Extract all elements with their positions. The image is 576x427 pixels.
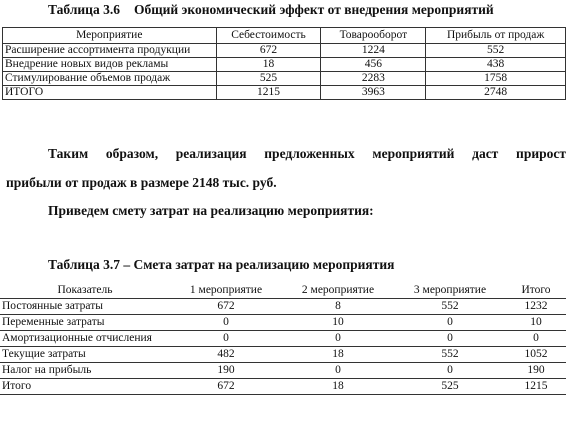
table-cell: Налог на прибыль: [0, 363, 170, 379]
table1-title: Общий экономический эффект от внедрения мероприятий: [133, 2, 494, 17]
table-cell: Стимулирование объемов продаж: [3, 72, 217, 86]
table-cell: 2748: [426, 86, 566, 100]
table-cell: 1215: [506, 379, 566, 395]
table-cell: 672: [216, 44, 321, 58]
table-cell: 3963: [321, 86, 426, 100]
table-cell: 190: [170, 363, 282, 379]
table2-header-cell: 1 мероприятие: [170, 283, 282, 299]
table-cell: 0: [170, 315, 282, 331]
table-cell: 18: [216, 58, 321, 72]
table-cell: 10: [282, 315, 394, 331]
table-cell: 18: [282, 347, 394, 363]
table-cell: 552: [426, 44, 566, 58]
table1-header-row: [3, 28, 566, 44]
table-cell: 1758: [426, 72, 566, 86]
table-cell: ИТОГО: [3, 86, 217, 100]
table-cell: 18: [282, 379, 394, 395]
table-cell: Амортизационные отчисления: [0, 331, 170, 347]
table-cell: Переменные затраты: [0, 315, 170, 331]
table-cell: 190: [506, 363, 566, 379]
economic-effect-table: [2, 27, 566, 100]
table-cell: 482: [170, 347, 282, 363]
table-row: [0, 299, 566, 315]
table-cell: 1215: [216, 86, 321, 100]
table2-header-cell: Показатель: [0, 283, 170, 299]
table1-number: Таблица 3.6: [48, 2, 120, 17]
table-row: [0, 379, 566, 395]
table1-header-cell: Прибыль от продаж: [426, 28, 566, 44]
table-cell: 552: [394, 347, 506, 363]
table2-header-cell: 3 мероприятие: [394, 283, 506, 299]
table-cell: 8: [282, 299, 394, 315]
table-row: [0, 315, 566, 331]
table-row: [0, 363, 566, 379]
table-cell: 552: [394, 299, 506, 315]
table1-header-cell: Товарооборот: [321, 28, 426, 44]
table1-caption: [48, 2, 494, 18]
paragraph: Приведем смету затрат на реализацию мероприятия:: [48, 203, 374, 218]
table-row: [3, 58, 566, 72]
table-cell: 672: [170, 379, 282, 395]
table-cell: 0: [394, 363, 506, 379]
table-cell: Внедрение новых видов рекламы: [3, 58, 217, 72]
table2-header-cell: 2 мероприятие: [282, 283, 394, 299]
table-cell: 672: [170, 299, 282, 315]
table-row: [3, 44, 566, 58]
table-row: [3, 86, 566, 100]
table-cell: 1224: [321, 44, 426, 58]
table1-header-cell: Себестоимость: [216, 28, 321, 44]
table-row: [0, 331, 566, 347]
paragraph-line: Таким образом, реализация предложенных мероприятий даст прирост: [48, 146, 566, 161]
table2-header-row: [0, 283, 566, 299]
table-cell: 525: [216, 72, 321, 86]
table-cell: 0: [506, 331, 566, 347]
table-cell: 1052: [506, 347, 566, 363]
table-cell: 0: [394, 315, 506, 331]
paragraph-line: прибыли от продаж в размере 2148 тыс. руб.: [6, 175, 277, 190]
table-row: [3, 72, 566, 86]
table-cell: 0: [170, 331, 282, 347]
table-cell: 2283: [321, 72, 426, 86]
table2-header-cell: Итого: [506, 283, 566, 299]
table-cell: 438: [426, 58, 566, 72]
table-cell: Расширение ассортимента продукции: [3, 44, 217, 58]
table-cell: 525: [394, 379, 506, 395]
table-cell: Итого: [0, 379, 170, 395]
table-cell: 456: [321, 58, 426, 72]
cost-estimate-table: [0, 283, 566, 395]
table-row: [0, 347, 566, 363]
table-cell: 0: [282, 363, 394, 379]
table1-header-cell: Мероприятие: [3, 28, 217, 44]
table-cell: 0: [282, 331, 394, 347]
table-cell: Постоянные затраты: [0, 299, 170, 315]
table-cell: 0: [394, 331, 506, 347]
table-cell: 10: [506, 315, 566, 331]
table-cell: Текущие затраты: [0, 347, 170, 363]
table-cell: 1232: [506, 299, 566, 315]
table2-caption: Таблица 3.7 – Смета затрат на реализацию мероприятия: [48, 257, 395, 272]
